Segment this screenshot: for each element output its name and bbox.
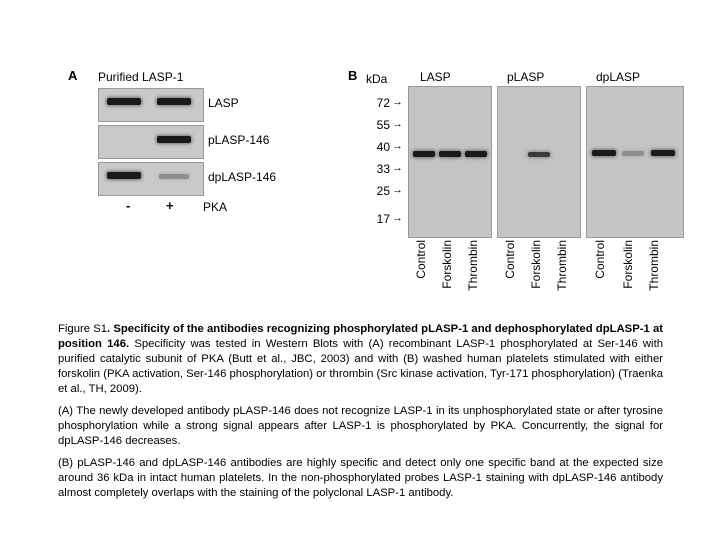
arrow-right-icon: →	[392, 184, 403, 196]
lane-label-thrombin: Thrombin	[466, 240, 480, 291]
arrow-right-icon: →	[392, 140, 403, 152]
blot-title-lasp: LASP	[420, 70, 451, 84]
lane-label-control: Control	[503, 240, 517, 279]
pka-label: PKA	[203, 200, 228, 214]
caption-paragraph-3: (B) pLASP-146 and dpLASP-146 antibodies are highly specific and detect only one specific band at the expected size around 36 kDa in intact human platelets. In the non-phosphorylated probes LASP-1 staining with dpLASP-146 antibody almost completely overlaps with the staining of the polyclonal LASP-1 antibody.	[58, 457, 663, 500]
band	[107, 172, 141, 179]
band	[413, 151, 435, 157]
band	[651, 150, 675, 156]
panel-a	[0, 0, 330, 230]
blot-panel-b-lasp	[408, 86, 492, 238]
pka-plus-sign: +	[166, 198, 174, 213]
panel-a-letter: A	[68, 68, 78, 83]
mw-marker: 25	[376, 184, 390, 198]
caption-paragraph-1	[58, 322, 663, 397]
band	[157, 136, 191, 143]
arrow-right-icon: →	[392, 212, 403, 224]
lane-label-forskolin: Forskolin	[621, 240, 635, 289]
arrow-right-icon: →	[392, 118, 403, 130]
caption-paragraph-2: (A) The newly developed antibody pLASP-146 does not recognize LASP-1 in its unphosphorylated state or after tyrosine phosphorylation while a strong signal appears after LASP-1 is phosphorylated by PKA. Concurrently, the signal for dpLASP-146 decreases.	[58, 405, 663, 448]
kda-axis-title: kDa	[366, 72, 388, 86]
caption-body-1: Specificity was tested in Western Blots with (A) recombinant LASP-1 phosphorylated at Ser-146 with purified catalytic subunit of PKA (Butt et al., JBC, 2003) and with (B) washed human platelets stimulated with either forskolin (PKA activation, Ser-146 phosphorylation) or thrombin (Src kinase activation, Tyr-171 phosphorylation) (Traenka et al., TH, 2009).	[58, 338, 663, 396]
panel-b	[340, 0, 720, 310]
band	[159, 174, 189, 179]
blot-label-dplasp-146: dpLASP-146	[208, 170, 277, 184]
mw-marker: 40	[376, 140, 390, 154]
mw-marker: 33	[376, 162, 390, 176]
arrow-right-icon: →	[392, 162, 403, 174]
pka-minus-sign: -	[126, 198, 131, 213]
band	[157, 98, 191, 105]
blot-panel-b-plasp	[497, 86, 581, 238]
blot-panel-b-dplasp	[586, 86, 684, 238]
panel-b-letter: B	[348, 68, 358, 83]
lane-label-control: Control	[593, 240, 607, 279]
caption-figure-number: Figure S1	[58, 323, 108, 335]
band	[465, 151, 487, 157]
figure-caption	[58, 322, 663, 508]
band	[107, 98, 141, 105]
blot-title-plasp: pLASP	[507, 70, 545, 84]
band	[592, 150, 616, 156]
caption-title: . Specificity of the antibodies recognizing phosphorylated pLASP-1 and dephosphorylated dpLASP-1 at position 146.	[58, 323, 664, 351]
mw-marker: 72	[376, 96, 390, 110]
blot-label-lasp: LASP	[208, 96, 239, 110]
panel-a-title: Purified LASP-1	[98, 70, 184, 84]
arrow-right-icon: →	[392, 96, 403, 108]
band	[622, 151, 644, 156]
lane-label-forskolin: Forskolin	[529, 240, 543, 289]
band	[439, 151, 461, 157]
mw-marker: 55	[376, 118, 390, 132]
blot-panel-a-dplasp	[98, 162, 204, 196]
lane-label-thrombin: Thrombin	[647, 240, 661, 291]
band	[528, 152, 550, 157]
blot-panel-a-lasp	[98, 88, 204, 122]
mw-marker: 17	[376, 212, 390, 226]
lane-label-thrombin: Thrombin	[555, 240, 569, 291]
blot-label-plasp-146: pLASP-146	[208, 133, 270, 147]
blot-title-dplasp: dpLASP	[596, 70, 641, 84]
lane-label-forskolin: Forskolin	[440, 240, 454, 289]
lane-label-control: Control	[414, 240, 428, 279]
blot-panel-a-plasp	[98, 125, 204, 159]
